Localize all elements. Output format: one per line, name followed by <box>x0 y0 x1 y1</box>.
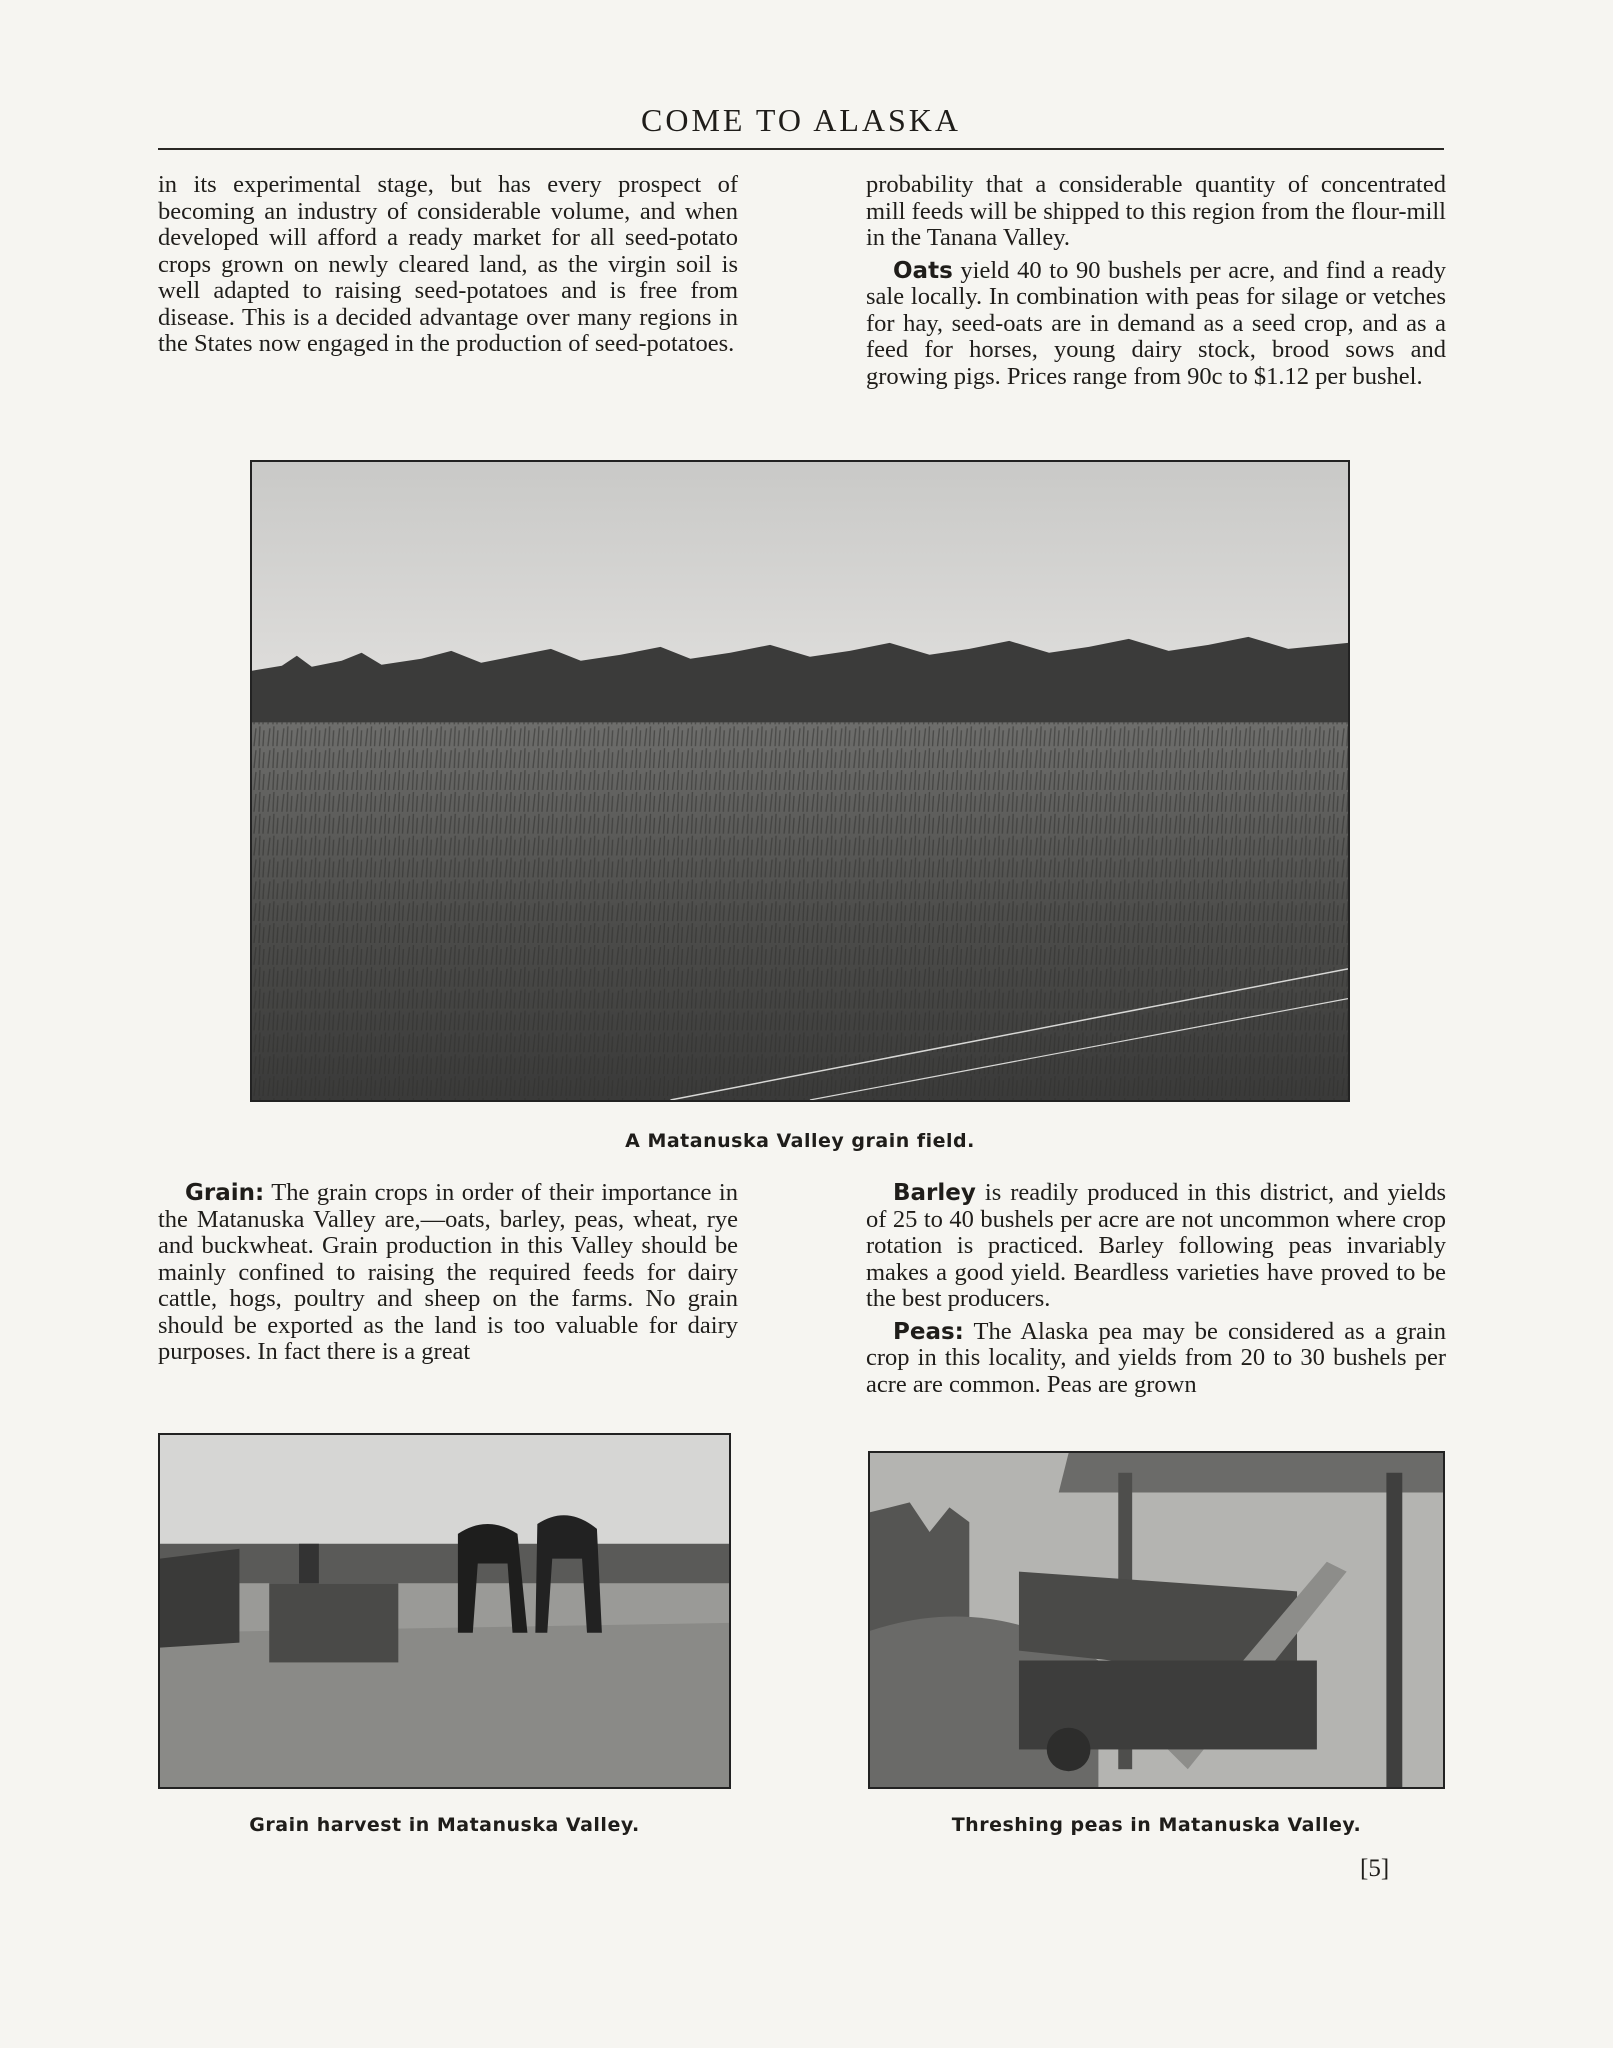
barley-paragraph <box>866 1180 1446 1313</box>
grain-field-caption: A Matanuska Valley grain field. <box>625 1130 975 1152</box>
top-right-column <box>866 172 1446 390</box>
grain-paragraph <box>158 1180 738 1366</box>
mill-feeds-paragraph: probability that a considerable quantity of concentrated mill feeds will be shipped to this region from the flour-mill in the Tanana Valley. <box>866 171 1446 251</box>
peas-heading: Peas: <box>893 1318 964 1345</box>
grain-column <box>158 1180 738 1366</box>
page-number: [5] <box>1360 1855 1390 1882</box>
top-left-column <box>158 172 738 358</box>
header-rule <box>158 148 1444 150</box>
oats-paragraph <box>866 258 1446 391</box>
barley-heading: Barley <box>893 1180 976 1206</box>
oats-heading: Oats <box>893 257 953 284</box>
potato-paragraph: in its experimental stage, but has every prospect of becoming an industry of considerable volume, and when developed will afford a ready market for all seed-potato crops grown on newly cleared land, as the virgin soil is well adapted to raising seed-potatoes and is free from disease. This is a decided advantage over many regions in the States now engaged in the production of seed-potatoes. <box>158 171 738 357</box>
peas-text: The Alaska pea may be considered as a grain crop in this locality, and yields from 20 to 30 bushels per acre are common. Peas are grown <box>866 1317 1446 1398</box>
oats-text: yield 40 to 90 bushels per acre, and find a ready sale locally. In combination with peas for silage or vetches for hay, seed-oats are in demand as a seed crop, and as a feed for horses, young dairy stock, brood sows and growing pigs. Prices range from 90c to $1.12 per bushel. <box>866 256 1446 390</box>
running-header: COME TO ALASKA <box>641 102 961 138</box>
threshing-peas-photo <box>868 1451 1445 1789</box>
grain-field-photo <box>250 460 1350 1102</box>
grain-harvest-caption: Grain harvest in Matanuska Valley. <box>249 1814 640 1836</box>
barley-text: is readily produced in this district, and yields of 25 to 40 bushels per acre are not uncommon where crop rotation is practiced. Barley following peas invariably makes a good yield. Beardless varieties have proved to be the best producers. <box>866 1179 1446 1312</box>
barley-peas-column <box>866 1180 1446 1398</box>
threshing-peas-caption: Threshing peas in Matanuska Valley. <box>951 1814 1362 1836</box>
grain-harvest-photo <box>158 1433 731 1789</box>
grain-heading: Grain: <box>185 1180 265 1206</box>
peas-paragraph <box>866 1319 1446 1399</box>
grain-text: The grain crops in order of their importance in the Matanuska Valley are,—oats, barley, peas, wheat, rye and buckwheat. Grain production in this Valley should be mainly confined to raising the required feeds for dairy cattle, hogs, poultry and sheep on the farms. No grain should be exported as the land is too valuable for dairy purposes. In fact there is a great <box>158 1179 738 1365</box>
